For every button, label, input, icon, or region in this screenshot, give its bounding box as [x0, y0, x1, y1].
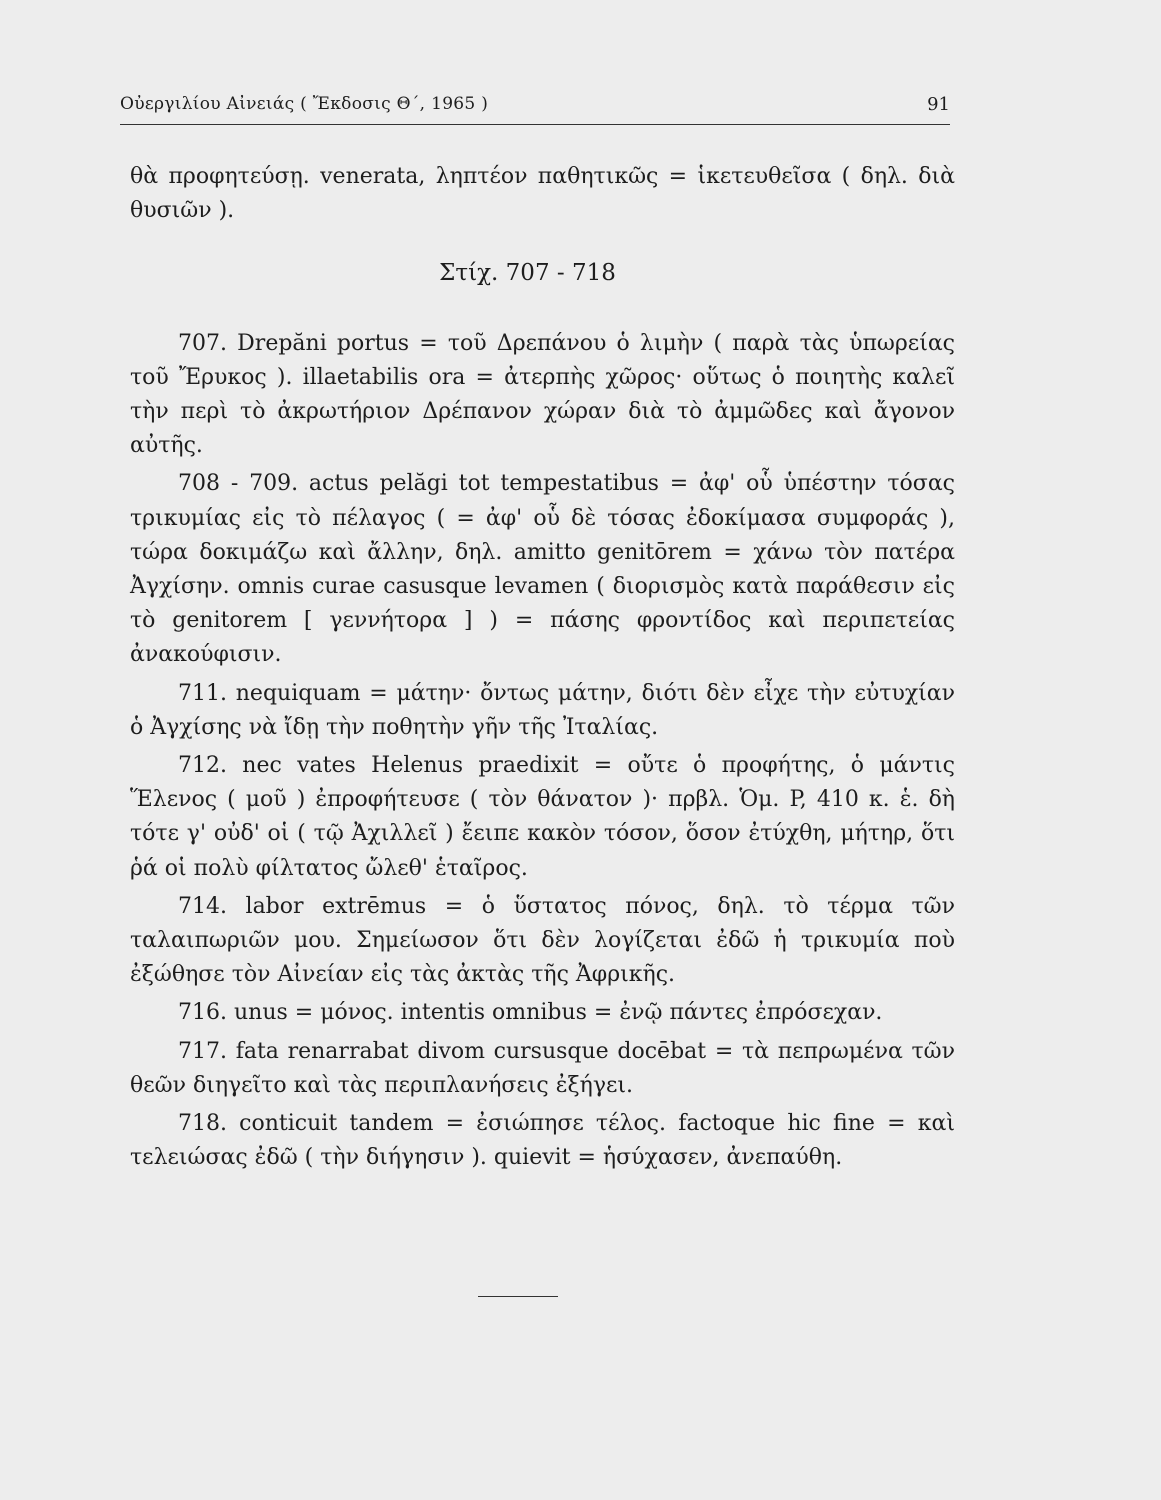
commentary-entry-708-709: 708 - 709. actus pelăgi tot tempestatibus = ἀφ' οὗ ὑπέστην τόσας τρικυμίας εἰς τὸ πέλαγος ( = ἀφ' οὗ δὲ τόσας ἐδοκίμασα συμφοράς ), τώρα δοκιμάζω καὶ ἄλλην, δηλ. amitto genitōrem = χάνω τὸν πατέρα Ἀγχίσην. omnis curae casusque levamen ( διορισμὸς κατὰ παράθεσιν εἰς τὸ genitorem [ γεννήτορα ] ) = πάσης φροντίδος καὶ περιπετείας ἀνακούφισιν. — [130, 471, 955, 668]
commentary-entry-712: 712. nec vates Helenus praedixit = οὔτε ὁ προφήτης, ὁ μάντις Ἕλενος ( μοῦ ) ἐπροφήτευσε ( τὸν θάνατον )· πρβλ. Ὁμ. P, 410 κ. ἑ. δὴ τότε γ' οὐδ' οἱ ( τῷ Ἀχιλλεῖ ) ἔειπε κακὸν τόσον, ὅσον ἐτύχθη, μήτηρ, ὅτι ῥά οἱ πολὺ φίλτατος ὤλεθ' ἑταῖρος. — [130, 753, 955, 881]
commentary-entry-714: 714. labor extrēmus = ὁ ὕστατος πόνος, δηλ. τὸ τέρμα τῶν ταλαιπωριῶν μου. Σημείωσον ὅτι δὲν λογίζεται ἐδῶ ἡ τρικυμία ποὺ ἐξώθησε τὸν Αἰνείαν εἰς τὰς ἀκτὰς τῆς Ἀφρικῆς. — [130, 893, 955, 988]
commentary-entry-716: 716. unus = μόνος. intentis omnibus = ἐνῷ πάντες ἐπρόσεχαν. — [178, 1000, 883, 1026]
intro-paragraph: θὰ προφητεύσῃ. venerata, ληπτέον παθητικῶς = ἱκετευθεῖσα ( δηλ. διὰ θυσιῶν ). — [130, 164, 955, 224]
commentary-entry-711: 711. nequiquam = μάτην· ὄντως μάτην, διότι δὲν εἶχε τὴν εὐτυχίαν ὁ Ἀγχίσης νὰ ἴδῃ τὴν ποθητὴν γῆν τῆς Ἰταλίας. — [130, 680, 955, 740]
page-number: 91 — [927, 94, 950, 115]
commentary-entry-718: 718. conticuit tandem = ἐσιώπησε τέλος. factoque hic fine = καὶ τελειώσας ἐδῶ ( τὴν διήγησιν ). quievit = ἡσύχασεν, ἀνεπαύθη. — [130, 1111, 955, 1171]
running-title: Οὐεργιλίου Αἰνειάς ( Ἔκδοσις Θ΄, 1965 ) — [120, 94, 489, 114]
running-header — [120, 94, 950, 125]
commentary-entry-717: 717. fata renarrabat divom cursusque docēbat = τὰ πεπρωμένα τῶν θεῶν διηγεῖτο καὶ τὰς περιπλανήσεις ἐξήγει. — [130, 1038, 955, 1098]
main-text — [130, 160, 955, 1179]
commentary-entry-707: 707. Drepăni portus = τοῦ Δρεπάνου ὁ λιμὴν ( παρὰ τὰς ὑπωρείας τοῦ Ἔρυκος ). illaetabilis ora = ἀτερπὴς χῶρος· οὕτως ὁ ποιητὴς καλεῖ τὴν περὶ τὸ ἀκρωτήριον Δρέπανον χώραν διὰ τὸ ἀμμῶδες καὶ ἄγονον αὐτῆς. — [130, 330, 955, 459]
section-heading: Στίχ. 707 - 718 — [439, 260, 616, 287]
end-of-chapter-rule — [478, 1296, 558, 1297]
